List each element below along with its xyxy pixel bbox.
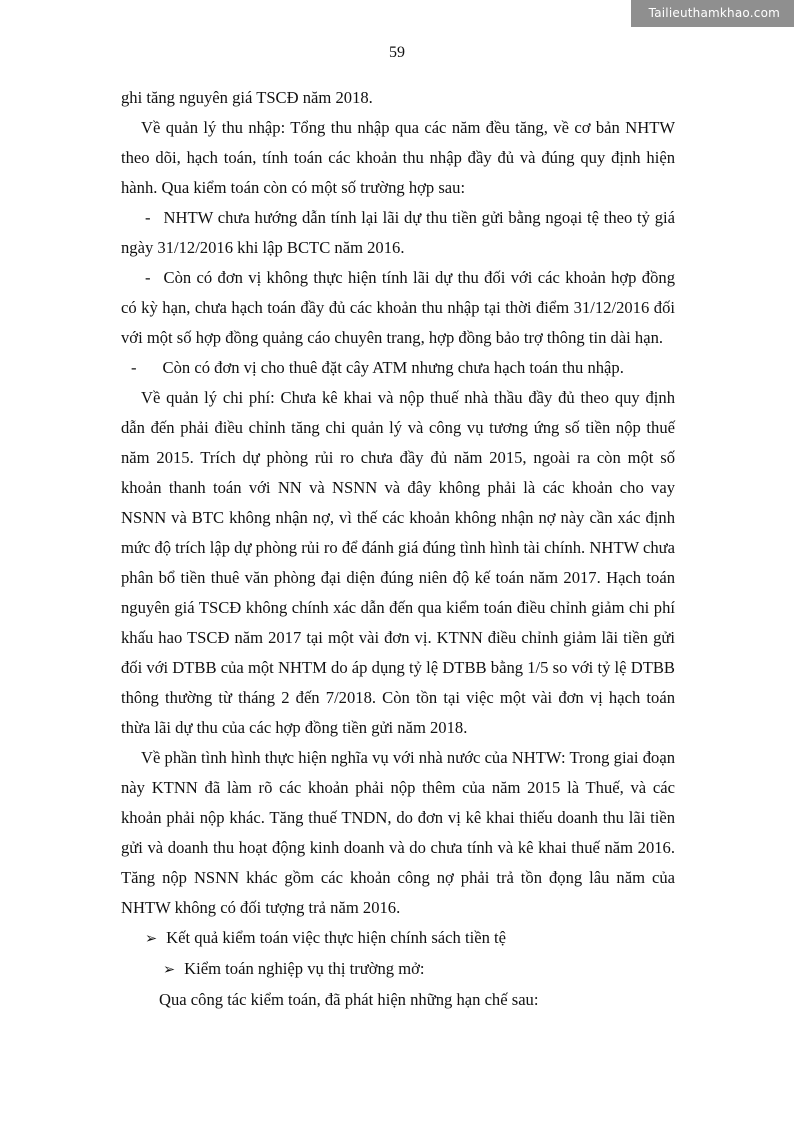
- paragraph-text: Về quản lý chi phí: Chưa kê khai và nộp thuế nhà thầu đầy đủ theo quy định dẫn đến phải điều chỉnh tăng chi quản lý và công vụ tương ứng số tiền nộp thuế năm 2015. Trích dự phòng rủi ro chưa đầy đủ năm 2015, ngoài ra còn một số khoản thanh toán với NN và NSNN và đây không phải là các khoản cho vay NSNN và BTC không nhận nợ, vì thế các khoản không nhận nợ này cần xác định mức độ trích lập dự phòng rủi ro để đánh giá đúng tình hình tài chính. NHTW chưa phân bổ tiền thuê văn phòng đại diện đúng niên độ kế toán năm 2017. Hạch toán nguyên giá TSCĐ không chính xác dẫn đến qua kiểm toán điều chỉnh giảm chi phí khấu hao TSCĐ năm 2017 tại một vài đơn vị. KTNN điều chỉnh giảm lãi tiền gửi đối với DTBB của một NHTM do áp dụng tỷ lệ DTBB bằng 1/5 so với tỷ lệ DTBB thông thường từ tháng 2 đến 7/2018. Còn tồn tại việc một vài đơn vị hạch toán thừa lãi dự thu của các hợp đồng tiền gửi năm 2018.: [121, 388, 675, 737]
- list-item-text: NHTW chưa hướng dẫn tính lại lãi dự thu tiền gửi bằng ngoại tệ theo tỷ giá ngày 31/12/2016 khi lập BCTC năm 2016.: [121, 208, 675, 257]
- paragraph-text: ghi tăng nguyên giá TSCĐ năm 2018.: [121, 88, 373, 107]
- bullet-item: [121, 954, 675, 985]
- paragraph: [121, 743, 675, 923]
- paragraph: [121, 113, 675, 203]
- list-item: [121, 353, 675, 383]
- paragraph-text: Qua công tác kiểm toán, đã phát hiện những hạn chế sau:: [159, 990, 539, 1009]
- bullet-item: [121, 923, 675, 954]
- dash-marker: -: [145, 268, 151, 287]
- dash-marker: -: [131, 358, 137, 377]
- bullet-item-text: Kiểm toán nghiệp vụ thị trường mở:: [184, 959, 425, 978]
- dash-marker: -: [145, 208, 151, 227]
- paragraph-text: Về phần tình hình thực hiện nghĩa vụ với nhà nước của NHTW: Trong giai đoạn này KTNN đã làm rõ các khoản phải nộp thêm của năm 2015 là Thuế, và các khoản phải nộp khác. Tăng thuế TNDN, do đơn vị kê khai thiếu doanh thu lãi tiền gửi và doanh thu hoạt động kinh doanh và do chưa tính và kê khai thuế năm 2016. Tăng nộp NSNN khác gồm các khoản công nợ phải trả tồn đọng lâu năm của NHTW không có đối tượng trả năm 2016.: [121, 748, 675, 917]
- page-number: 59: [389, 44, 405, 61]
- list-item-text: Còn có đơn vị cho thuê đặt cây ATM nhưng chưa hạch toán thu nhập.: [162, 358, 624, 377]
- paragraph: [121, 83, 675, 113]
- arrow-bullet-icon: ➢: [145, 931, 158, 947]
- document-body: [121, 83, 675, 1015]
- bullet-item-text: Kết quả kiểm toán việc thực hiện chính sách tiền tệ: [166, 928, 506, 947]
- paragraph-text: Về quản lý thu nhập: Tổng thu nhập qua các năm đều tăng, về cơ bản NHTW theo dõi, hạch toán, tính toán các khoản thu nhập đầy đủ và đúng quy định hiện hành. Qua kiểm toán còn có một số trường hợp sau:: [121, 118, 675, 197]
- paragraph: [121, 985, 675, 1015]
- arrow-bullet-icon: ➢: [163, 962, 176, 978]
- list-item: [121, 263, 675, 353]
- list-item-text: Còn có đơn vị không thực hiện tính lãi dự thu đối với các khoản hợp đồng có kỳ hạn, chưa hạch toán đầy đủ các khoản thu nhập tại thời điểm 31/12/2016 đối với một số hợp đồng quảng cáo chuyên trang, hợp đồng bảo trợ thông tin dài hạn.: [121, 268, 675, 347]
- list-item: [121, 203, 675, 263]
- watermark: Tailieuthamkhao.com: [631, 0, 794, 27]
- paragraph: [121, 383, 675, 743]
